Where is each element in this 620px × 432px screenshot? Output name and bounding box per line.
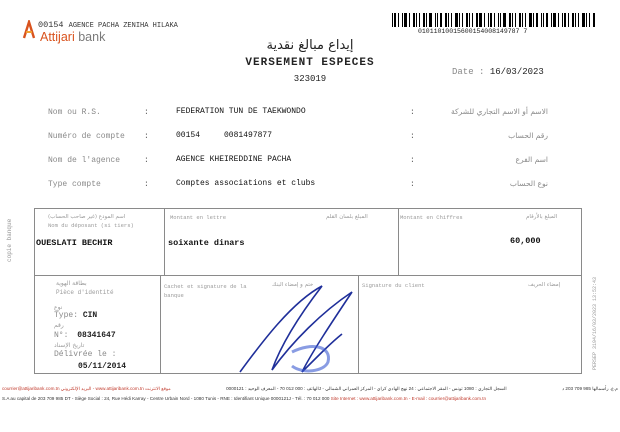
client-signature-header: Signature du client xyxy=(362,282,425,289)
barcode-bar xyxy=(515,13,516,27)
footer-site-ar: موقع الانترنت xyxy=(145,386,171,391)
delivered-label: Délivrée le : xyxy=(54,350,117,359)
amount-digits-value: 60,000 xyxy=(510,236,541,246)
table-right-border xyxy=(581,208,582,374)
row-agency-colon: : xyxy=(144,156,149,165)
footer-mail-link: - E-mail : courrier@attijaribank.com.tn xyxy=(408,396,487,401)
amount-letters-header: Montant en lettre xyxy=(170,214,227,221)
id-type xyxy=(54,311,97,320)
row-account-label-ar: رقم الحساب xyxy=(508,131,548,140)
footer-line-2 xyxy=(2,396,486,401)
footer-middle-ar: الهاتف : 000 012 70 - المعرف الوحيد : 0000121J - السجل التجاري : 1080 تونس - المقر الاجتماعي : 24 نهج الهادي كراي - المركز العمراني الشمالي xyxy=(226,386,507,391)
amount-letters-header-ar: المبلغ بلسان القلم xyxy=(326,214,368,220)
barcode xyxy=(392,13,598,27)
barcode-bar xyxy=(413,13,415,27)
depositor-value: OUESLATI BECHIR xyxy=(36,238,113,248)
agency-code: 00154 AGENCE PACHA ZENIHA HILAKA xyxy=(38,20,178,30)
barcode-bar xyxy=(541,13,542,27)
footer-line-1: courrier@attijaribank.com.tn البريد الإلكتروني - www.attijaribank.com.tn موقع الانترنت الهاتف : 000 012 70 - المعرف الوحيد : 0000121J - السجل التجاري : 1080 تونس - المقر الاجتماعي : 24 نهج الهادي كراي - المركز العمراني الشمالي م.ع. رأسمالها 985 709 203 د xyxy=(2,386,618,391)
footer-site-link: Site Internet : www.attijaribank.com.tn xyxy=(330,396,408,401)
footer-email-ar: البريد الإلكتروني xyxy=(60,386,92,391)
barcode-bar xyxy=(533,13,534,27)
delivered-label-ar: تاريخ الإسناد xyxy=(54,342,85,349)
date xyxy=(452,67,544,77)
barcode-number: 01011010015600154008149787 7 xyxy=(418,28,528,35)
barcode-bar xyxy=(426,13,427,27)
barcode-bar xyxy=(409,13,410,27)
table-left-border xyxy=(34,208,35,374)
row-account-label: Numéro de compte xyxy=(48,132,125,141)
title-french: VERSEMENT ESPECES xyxy=(245,57,375,69)
table-top-border xyxy=(34,208,582,209)
barcode-bar xyxy=(392,13,393,27)
row-agency-label-ar: اسم الفرع xyxy=(515,155,548,164)
title-arabic: إيداع مبالغ نقدية xyxy=(266,38,354,53)
row-name-label: Nom ou R.S. xyxy=(48,108,101,117)
barcode-bar xyxy=(402,13,403,27)
barcode-bar xyxy=(503,13,506,27)
id-header: Pièce d'identité xyxy=(56,289,114,296)
barcode-bar xyxy=(525,13,526,27)
barcode-bar xyxy=(575,13,576,27)
barcode-bar xyxy=(419,13,420,27)
barcode-bar xyxy=(479,13,482,27)
id-header-ar: بطاقة الهوية xyxy=(56,280,87,287)
table-middle-border xyxy=(34,275,582,276)
row-type-colon: : xyxy=(144,180,149,189)
id-type-label: Type: xyxy=(54,311,79,320)
row-type-label-ar: نوع الحساب xyxy=(509,179,548,188)
barcode-bar xyxy=(572,13,574,27)
barcode-bar xyxy=(472,13,473,27)
amount-digits-header-ar: المبلغ بالأرقام xyxy=(526,214,558,220)
barcode-bar xyxy=(459,13,460,27)
barcode-bar xyxy=(423,13,425,27)
footer-email: courrier@attijaribank.com.tn xyxy=(2,386,60,391)
barcode-bar xyxy=(440,13,442,27)
delivered-value: 05/11/2014 xyxy=(78,362,127,371)
client-signature-header-ar: إمضاء الحريف xyxy=(528,282,561,288)
barcode-bar xyxy=(564,13,566,27)
barcode-bar xyxy=(586,13,587,27)
id-type-value: CIN xyxy=(82,311,98,320)
barcode-bar xyxy=(529,13,532,27)
stamp-header-ar: ختم و إمضاء البنك xyxy=(272,282,314,288)
row-agency-colon-ar: : xyxy=(410,156,415,165)
barcode-bar xyxy=(394,13,396,27)
barcode-bar xyxy=(416,13,417,27)
footer-legal: S.A au capital de 203 709 985 DT - Siège Social : 24, Rue Hédi Karray - Centre Urbain Nord - 1080 Tunis - RNE : Identifiant Unique 0000121J - Tél. : 70 012 000 xyxy=(2,396,330,401)
barcode-bar xyxy=(488,13,489,27)
barcode-bar xyxy=(498,13,499,27)
barcode-bar xyxy=(494,13,495,27)
depositor-header: Nom du déposant (si tiers) xyxy=(48,222,134,229)
row-type-colon-ar: : xyxy=(410,180,415,189)
barcode-bar xyxy=(490,13,492,27)
barcode-bar xyxy=(543,13,544,27)
barcode-bar xyxy=(536,13,538,27)
table-col-divider-3 xyxy=(160,275,161,373)
barcode-bar xyxy=(466,13,468,27)
barcode-bar xyxy=(451,13,452,27)
barcode-bar xyxy=(553,13,556,27)
side-label-left: copie banque xyxy=(6,218,13,262)
date-label: Date : xyxy=(452,67,485,77)
barcode-bar xyxy=(429,13,432,27)
barcode-bar xyxy=(398,13,399,27)
barcode-bar xyxy=(593,13,595,27)
barcode-bar xyxy=(562,13,563,27)
barcode-bar xyxy=(522,13,523,27)
amount-letters-value: soixante dinars xyxy=(168,238,245,248)
row-account-value: 00154 0081497877 xyxy=(176,131,273,140)
barcode-bar xyxy=(445,13,447,27)
row-name-label-ar: الاسم أو الاسم التجاري للشركة xyxy=(451,107,548,116)
table-col-divider-2 xyxy=(398,208,399,275)
amount-digits-header: Montant en Chiffres xyxy=(400,214,463,221)
barcode-bar xyxy=(476,13,478,27)
barcode-bar xyxy=(484,13,485,27)
row-name-colon: : xyxy=(144,108,149,117)
stamp-header: Cachet et signature de la banque xyxy=(164,283,247,299)
barcode-bar xyxy=(551,13,552,27)
row-type-value: Comptes associations et clubs xyxy=(176,179,316,188)
barcode-bar xyxy=(404,13,407,27)
footer-capital-ar: م.ع. رأسمالها 985 709 203 د xyxy=(562,386,618,391)
id-number xyxy=(54,331,116,340)
type-label-ar: نوع xyxy=(54,304,63,311)
bank-logo-icon xyxy=(22,20,36,40)
barcode-bar xyxy=(558,13,559,27)
barcode-bar xyxy=(469,13,470,27)
barcode-bar xyxy=(437,13,438,27)
barcode-bar xyxy=(509,13,511,27)
bank-name: Attijari bank xyxy=(40,30,106,44)
id-number-label: N°: xyxy=(54,331,69,340)
barcode-bar xyxy=(519,13,521,27)
date-value: 16/03/2023 xyxy=(489,67,544,77)
barcode-bar xyxy=(462,13,463,27)
barcode-bar xyxy=(500,13,501,27)
row-account-colon-ar: : xyxy=(410,132,415,141)
barcode-bar xyxy=(448,13,449,27)
barcode-bar xyxy=(546,13,548,27)
num-label-ar: رقم xyxy=(54,322,64,329)
reference-number: 323019 xyxy=(293,74,327,84)
barcode-bar xyxy=(455,13,458,27)
barcode-bar xyxy=(589,13,590,27)
row-agency-value: AGENCE KHEIREDDINE PACHA xyxy=(176,155,292,164)
side-label-right: PERSEP 3194/16/03/2023 13:52:43 xyxy=(592,276,598,370)
row-type-label: Type compte xyxy=(48,180,101,189)
footer-site: www.attijaribank.com.tn xyxy=(95,386,144,391)
barcode-bar xyxy=(582,13,585,27)
barcode-bar xyxy=(568,13,569,27)
id-number-value: 08341647 xyxy=(77,331,116,340)
barcode-bar xyxy=(578,13,579,27)
row-agency-label: Nom de l'agence xyxy=(48,156,121,165)
bank-signature xyxy=(232,282,362,378)
table-col-divider-1 xyxy=(164,208,165,275)
row-name-value: FEDERATION TUN DE TAEKWONDO xyxy=(176,107,306,116)
depositor-header-ar: اسم المودع (غير صاحب الحساب) xyxy=(48,214,126,220)
row-account-colon: : xyxy=(144,132,149,141)
row-name-colon-ar: : xyxy=(410,108,415,117)
barcode-bar xyxy=(435,13,436,27)
barcode-bar xyxy=(512,13,513,27)
